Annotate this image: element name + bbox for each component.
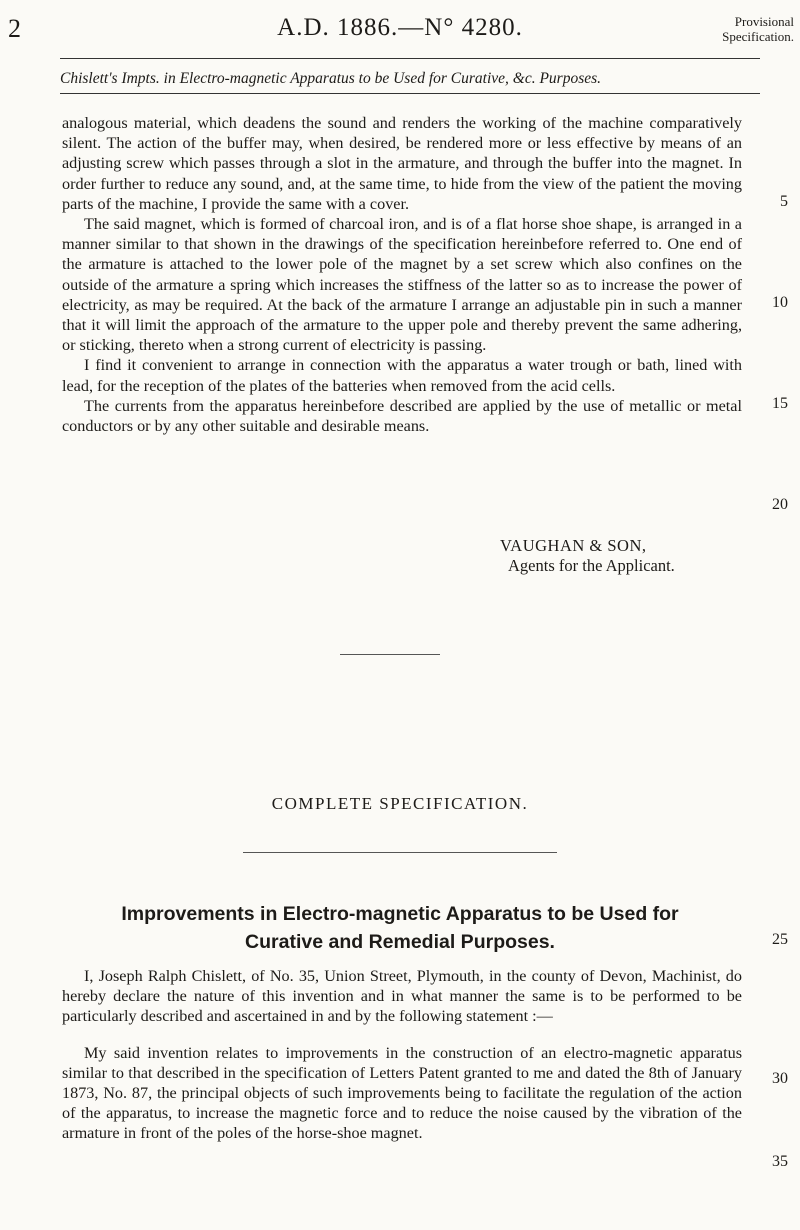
line-number: 10 [772, 294, 788, 311]
page-number: 2 [8, 14, 21, 43]
complete-title-line2: Curative and Remedial Purposes. [245, 931, 555, 953]
signature-block [500, 536, 675, 576]
header-rule-top [60, 58, 760, 59]
line-number: 30 [772, 1070, 788, 1087]
signature-name: VAUGHAN & SON, [500, 536, 647, 555]
line-number: 35 [772, 1153, 788, 1170]
page-header-title: A.D. 1886.—N° 4280. [277, 14, 523, 41]
provisional-paragraph: The said magnet, which is formed of charcoal iron, and is of a flat horse shoe shape, is arranged in a manner similar to that shown in the drawings of the specification hereinbefore referred to. One end of the armature is attached to the lower pole of the magnet by a set screw which also confines on the outside of the armature a spring which increases the stiffness of the latter so as to increase the power of electricity, as may be required. At the back of the armature I arrange an adjustable pin in such a manner that it will limit the approach of the armature to the upper pole and thereby prevent the same adhering, or sticking, thereto when a strong current of electricity is passing. [62, 215, 742, 355]
line-number: 5 [780, 193, 788, 210]
complete-paragraph: My said invention relates to improvements in the construction of an electro-magnetic apparatus similar to that described in the specification of Letters Patent granted to me and dated the 8th of January 1873, No. 87, the principal objects of such improvements being to facilitate the regulation of the action of the apparatus, to increase the magnetic force and to reduce the noise caused by the vibration of the armature in front of the poles of the horse-shoe magnet. [62, 1043, 742, 1143]
complete-paragraph: I, Joseph Ralph Chislett, of No. 35, Union Street, Plymouth, in the county of Devon, Machinist, do hereby declare the nature of this invention and in what manner the same is to be performed to be particularly described and ascertained in and by the following statement :— [62, 967, 742, 1026]
provisional-label-line2: Specification. [722, 29, 794, 44]
provisional-label [722, 14, 794, 44]
provisional-paragraph: analogous material, which deadens the sound and renders the working of the machine comparatively silent. The action of the buffer may, when desired, be rendered more or less effective by means of an adjusting screw which passes through a slot in the armature, and through the buffer into the magnet. In order further to reduce any sound, and, at the same time, to hide from the view of the patient the moving parts of the machine, I provide the same with a cover. [62, 114, 742, 213]
header-rule-bottom [60, 93, 760, 94]
provisional-body [62, 113, 742, 436]
complete-specification-heading: COMPLETE SPECIFICATION. [271, 794, 529, 813]
section-divider-short [340, 654, 440, 655]
complete-title-line1: Improvements in Electro-magnetic Apparatus to be Used for [121, 903, 679, 925]
line-number: 25 [772, 931, 788, 948]
line-number: 20 [772, 496, 788, 513]
complete-title [0, 900, 800, 956]
provisional-paragraph: I find it convenient to arrange in connection with the apparatus a water trough or bath, lined with lead, for the reception of the plates of the batteries when removed from the acid cells. [62, 356, 742, 395]
running-title: Chislett's Impts. in Electro-magnetic Apparatus to be Used for Curative, &c. Purposes. [60, 70, 602, 87]
complete-body [62, 966, 742, 1144]
provisional-label-line1: Provisional [734, 14, 794, 29]
line-number: 15 [772, 395, 788, 412]
signature-role: Agents for the Applicant. [508, 556, 675, 575]
section-divider-rule [243, 852, 557, 853]
provisional-paragraph: The currents from the apparatus hereinbefore described are applied by the use of metallic or metal conductors or by any other suitable and desirable means. [62, 396, 742, 436]
